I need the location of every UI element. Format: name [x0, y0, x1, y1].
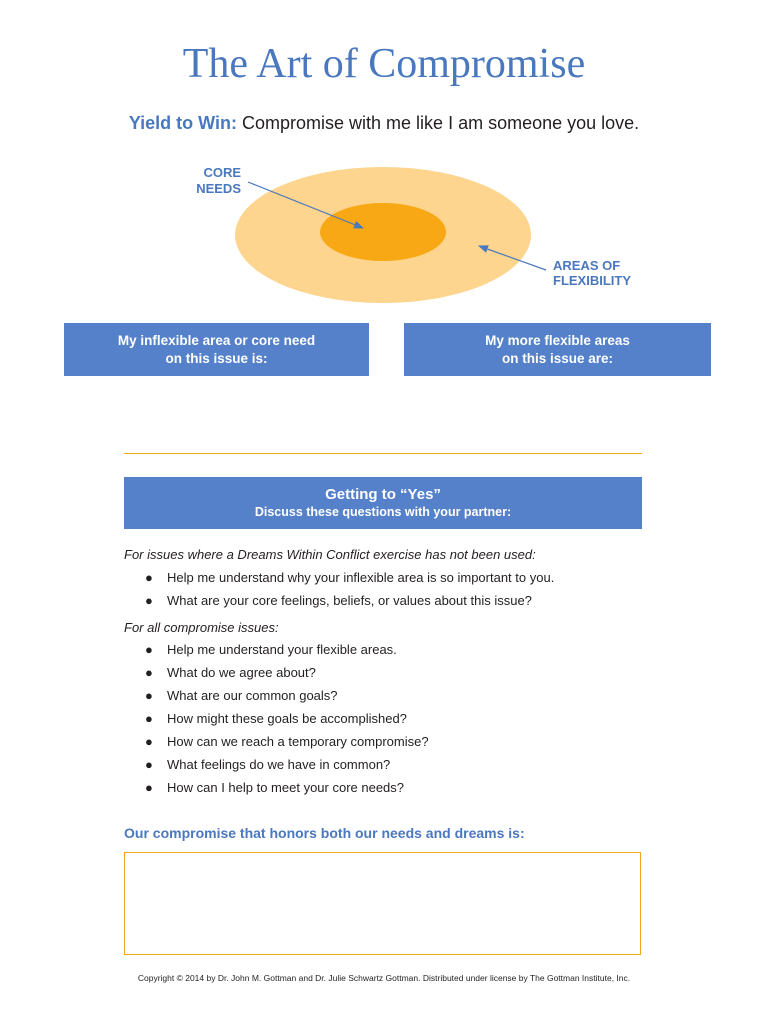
page-subtitle: [0, 113, 768, 134]
list-item: ● Help me understand why your inflexible area is so important to you.: [145, 570, 555, 585]
bullet-icon: ●: [145, 593, 153, 608]
section1-label: For issues where a Dreams Within Conflict exercise has not been used:: [124, 547, 536, 562]
list-item: ● What feelings do we have in common?: [145, 757, 391, 772]
section2-list: [145, 642, 429, 803]
list-item: ● How can I help to meet your core needs?: [145, 780, 405, 795]
bullet-icon: ●: [145, 757, 153, 772]
bullet-icon: ●: [145, 642, 153, 657]
inflexible-box-line1: My inflexible area or core need: [117, 332, 316, 348]
getting-to-yes-banner: [124, 477, 642, 529]
list-item: ● How might these goals be accomplished?: [145, 711, 407, 726]
bullet-icon: ●: [145, 570, 153, 585]
core-needs-ellipse: [320, 203, 446, 261]
core-needs-label-2: NEEDS: [196, 181, 241, 196]
list-item: ● Help me understand your flexible areas.: [145, 642, 397, 657]
list-item: ● How can we reach a temporary compromise?: [145, 734, 429, 749]
subtitle-lead: Yield to Win:: [128, 113, 237, 133]
bullet-icon: ●: [145, 665, 153, 680]
bullet-icon: ●: [145, 734, 153, 749]
getting-to-yes-title: Getting to “Yes”: [325, 486, 441, 503]
copyright-footer: Copyright © 2014 by Dr. John M. Gottman and Dr. Julie Schwartz Gottman. Distributed under license by The Gottman Institute, Inc.: [137, 973, 631, 983]
page-title: The Art of Compromise: [182, 41, 586, 87]
flexibility-label-2: FLEXIBILITY: [553, 273, 631, 288]
bullet-icon: ●: [145, 711, 153, 726]
section2-label: For all compromise issues:: [124, 620, 279, 635]
flexible-box-line1: My more flexible areas: [485, 332, 630, 348]
bullet-icon: ●: [145, 688, 153, 703]
core-needs-label-1: CORE: [203, 165, 241, 180]
flexible-box-line2: on this issue are:: [501, 350, 614, 366]
divider-rule: [124, 453, 642, 454]
bullet-icon: ●: [145, 780, 153, 795]
core-needs-diagram: [0, 150, 768, 310]
compromise-heading: Our compromise that honors both our needs and dreams is:: [124, 825, 525, 841]
section1-list: [145, 570, 555, 616]
list-item: ● What are your core feelings, beliefs, or values about this issue?: [145, 593, 532, 608]
getting-to-yes-subtitle: Discuss these questions with your partner:: [254, 505, 512, 519]
flexibility-label-1: AREAS OF: [553, 258, 621, 273]
inflexible-box-line2: on this issue is:: [165, 350, 268, 366]
inflexible-area-box: [64, 323, 369, 376]
list-item: ● What are our common goals?: [145, 688, 338, 703]
compromise-answer-box[interactable]: [124, 852, 641, 955]
flexible-areas-box: [404, 323, 711, 376]
list-item: ● What do we agree about?: [145, 665, 316, 680]
subtitle-rest: Compromise with me like I am someone you love.: [242, 113, 640, 133]
